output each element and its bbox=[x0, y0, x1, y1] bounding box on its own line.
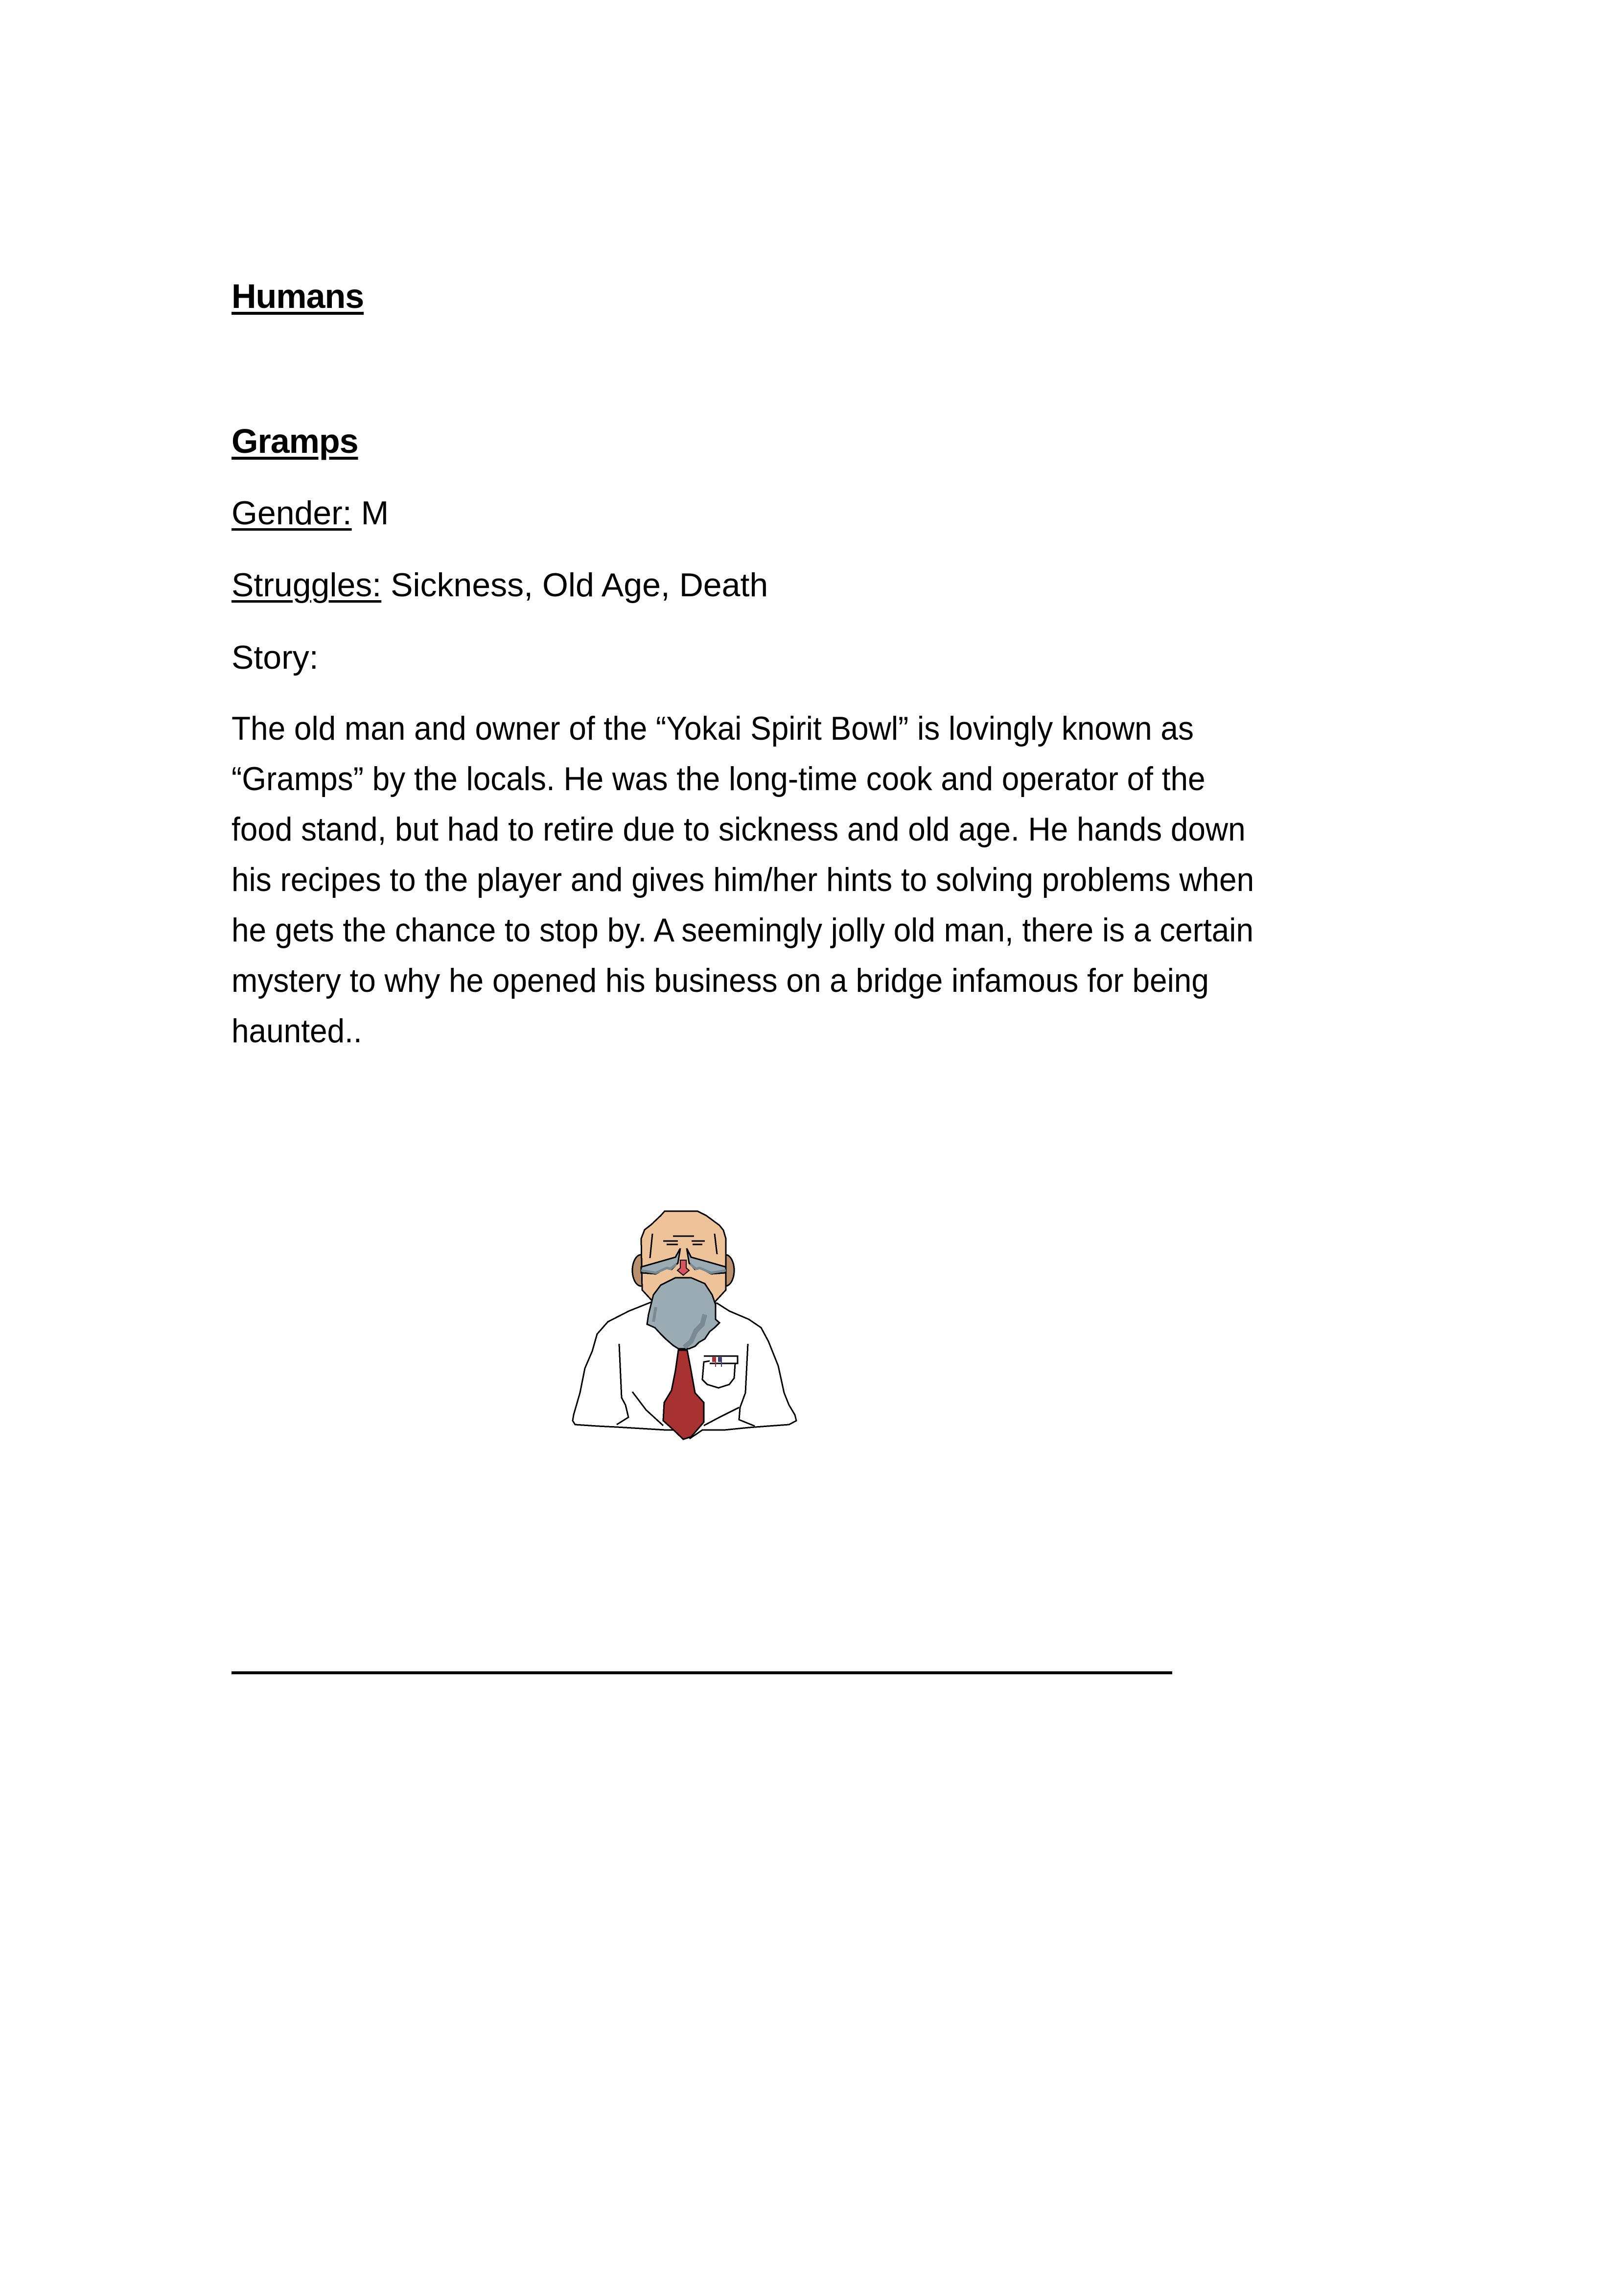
struggles-field bbox=[232, 568, 768, 602]
story-line: mystery to why he opened his business on a bridge infamous for being bbox=[232, 962, 1209, 999]
section-title: Humans bbox=[232, 277, 364, 315]
story-line: haunted.. bbox=[232, 1012, 362, 1050]
story-line: food stand, but had to retire due to sickness and old age. He hands down bbox=[232, 811, 1246, 848]
character-name: Gramps bbox=[232, 422, 358, 460]
struggles-value: Sickness, Old Age, Death bbox=[391, 566, 768, 604]
gender-value: M bbox=[361, 494, 389, 532]
gramps-illustration bbox=[563, 1199, 817, 1454]
gender-field bbox=[232, 496, 389, 530]
story-line: “Gramps” by the locals. He was the long-time cook and operator of the bbox=[232, 760, 1206, 797]
struggles-label: Struggles: bbox=[232, 566, 382, 604]
horizontal-rule bbox=[232, 1671, 1172, 1674]
story-line: he gets the chance to stop by. A seemingly jolly old man, there is a certain bbox=[232, 912, 1254, 949]
story-label: Story: bbox=[232, 639, 319, 676]
story-line: his recipes to the player and gives him/her hints to solving problems when bbox=[232, 861, 1254, 898]
story-line: The old man and owner of the “Yokai Spirit Bowl” is lovingly known as bbox=[232, 710, 1194, 747]
gender-label: Gender: bbox=[232, 494, 352, 532]
